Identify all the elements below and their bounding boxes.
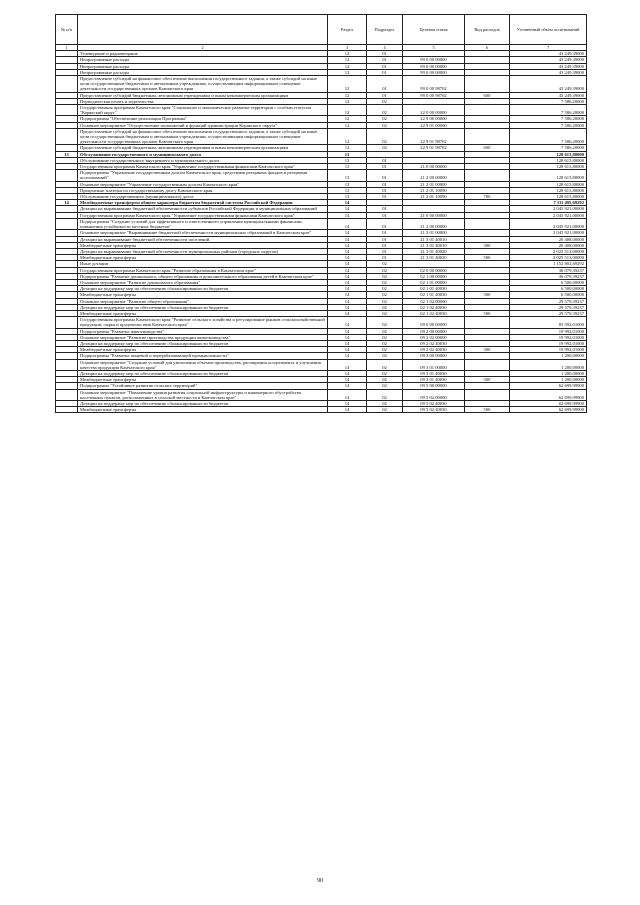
row-amount-cell: 7 586,20000 bbox=[510, 98, 587, 104]
row-amount-cell: 128 615,80000 bbox=[510, 194, 587, 200]
row-target-item-cell: 22 9 01 98702 bbox=[403, 145, 465, 151]
row-section-cell: 14 bbox=[328, 377, 367, 383]
row-section-cell: 14 bbox=[328, 370, 367, 376]
row-subsection-cell: 01 bbox=[367, 206, 403, 212]
row-target-item-cell: 02 1 01 00000 bbox=[403, 279, 465, 285]
row-amount-cell: 2 045 921,00000 bbox=[510, 206, 587, 212]
row-subsection-cell: 01 bbox=[367, 57, 403, 63]
row-target-item-cell: 09 3 00 00000 bbox=[403, 353, 465, 359]
row-amount-cell: 62 699,99900 bbox=[510, 389, 587, 400]
row-target-item-cell: 09 3 01 40030 bbox=[403, 377, 465, 383]
row-amount-cell: 19 992,01000 bbox=[510, 340, 587, 346]
row-subsection-cell: 02 bbox=[367, 377, 403, 383]
table-row bbox=[56, 407, 587, 413]
row-target-item-cell: 21 0 00 00000 bbox=[403, 212, 465, 218]
row-target-item-cell: 09 2 02 00000 bbox=[403, 334, 465, 340]
row-section-cell: 14 bbox=[328, 347, 367, 353]
row-name-cell: Основное мероприятие "Развитие общего образования" bbox=[78, 298, 328, 304]
row-target-item-cell: 21 3 01 40010 bbox=[403, 242, 465, 248]
row-number-cell bbox=[56, 407, 78, 413]
row-amount-cell: 62 699,99900 bbox=[510, 407, 587, 413]
row-subsection-cell: 01 bbox=[367, 212, 403, 218]
row-section-cell: 12 bbox=[328, 116, 367, 122]
row-amount-cell: 6 500,00000 bbox=[510, 279, 587, 285]
row-section-cell: 13 bbox=[328, 170, 367, 181]
row-amount-cell: 83 592,01000 bbox=[510, 317, 587, 328]
row-target-item-cell: 21 0 00 00000 bbox=[403, 164, 465, 170]
row-name-cell: Основное мероприятие "Создание условий для увеличения объемов производства, расширения ассортимента и улучшения качества продукции Камчатского края" bbox=[78, 359, 328, 370]
row-subsection-cell: 02 bbox=[367, 98, 403, 104]
row-section-cell: 14 bbox=[328, 298, 367, 304]
row-amount-cell: 43 249,39000 bbox=[510, 63, 587, 69]
row-expense-type-cell: 700 bbox=[465, 194, 510, 200]
row-name-cell: Иные дотации bbox=[78, 261, 328, 267]
row-target-item-cell: 09 0 00 00000 bbox=[403, 317, 465, 328]
row-section-cell: 14 bbox=[328, 267, 367, 273]
row-name-cell: Обслуживание государственного (муниципального) долга bbox=[78, 194, 328, 200]
budget-table bbox=[55, 14, 587, 413]
row-amount-cell: 19 992,01000 bbox=[510, 334, 587, 340]
row-expense-type-cell bbox=[465, 170, 510, 181]
row-subsection-cell: 02 bbox=[367, 310, 403, 316]
header-name bbox=[78, 15, 328, 45]
row-subsection-cell: 01 bbox=[367, 255, 403, 261]
row-section-cell: 14 bbox=[328, 340, 367, 346]
row-section-cell: 13 bbox=[328, 157, 367, 163]
row-subsection-cell: 02 bbox=[367, 122, 403, 128]
row-subsection-cell: 01 bbox=[367, 187, 403, 193]
row-section-cell: 14 bbox=[328, 206, 367, 212]
row-section-cell: 14 bbox=[328, 230, 367, 236]
row-section-cell: 14 bbox=[328, 334, 367, 340]
row-number-cell bbox=[56, 317, 78, 328]
row-expense-type-cell bbox=[465, 76, 510, 93]
row-name-cell: Дотации на выравнивание бюджетной обеспеченности муниципальных районов (городских округов) bbox=[78, 248, 328, 254]
column-number: 4 bbox=[367, 45, 403, 51]
row-target-item-cell: 09 5 02 00000 bbox=[403, 389, 465, 400]
row-number-cell: 13 bbox=[56, 151, 78, 157]
row-name-cell: Основное мероприятие "Осуществление полномочий и функций администрации Корякского округа" bbox=[78, 122, 328, 128]
row-target-item-cell: 09 2 02 40030 bbox=[403, 347, 465, 353]
row-target-item-cell: 21 3 01 00000 bbox=[403, 230, 465, 236]
row-amount-cell: 128 615,80000 bbox=[510, 187, 587, 193]
row-subsection-cell: 02 bbox=[367, 340, 403, 346]
row-subsection-cell: 02 bbox=[367, 279, 403, 285]
row-amount-cell: 7 111 495,69292 bbox=[510, 200, 587, 206]
row-target-item-cell: 09 5 00 00000 bbox=[403, 383, 465, 389]
page-number: 90 bbox=[317, 878, 323, 884]
column-number: 2 bbox=[78, 45, 328, 51]
row-amount-cell: 20 408,00000 bbox=[510, 236, 587, 242]
row-subsection-cell: 02 bbox=[367, 328, 403, 334]
budget-table-sheet bbox=[55, 14, 586, 413]
row-section-cell: 12 bbox=[328, 98, 367, 104]
row-subsection-cell: 02 bbox=[367, 105, 403, 116]
row-subsection-cell: 01 bbox=[367, 92, 403, 98]
row-number-cell bbox=[56, 170, 78, 181]
row-subsection-cell: 02 bbox=[367, 267, 403, 273]
row-section-cell: 14 bbox=[328, 292, 367, 298]
row-subsection-cell: 02 bbox=[367, 383, 403, 389]
row-subsection-cell: 02 bbox=[367, 261, 403, 267]
row-amount-cell: 29 579,39237 bbox=[510, 298, 587, 304]
table-row bbox=[56, 359, 587, 370]
row-section-cell: 12 bbox=[328, 128, 367, 145]
row-name-cell: Межбюджетные трансферты bbox=[78, 407, 328, 413]
row-name-cell: Межбюджетные трансферты bbox=[78, 255, 328, 261]
header-target-item: Целевая статья bbox=[403, 15, 465, 45]
row-number-cell bbox=[56, 359, 78, 370]
row-target-item-cell: 02 1 01 40030 bbox=[403, 292, 465, 298]
row-name-cell: Основное мероприятие "Выравнивание бюджетной обеспеченности муниципальных образований в Камчатском крае" bbox=[78, 230, 328, 236]
row-section-cell: 14 bbox=[328, 242, 367, 248]
row-amount-cell: 6 500,00000 bbox=[510, 286, 587, 292]
row-amount-cell: 7 586,20000 bbox=[510, 116, 587, 122]
column-number: 6 bbox=[465, 45, 510, 51]
row-name-cell: Подпрограмма "Развитие пищевой и перерабатывающей промышленности" bbox=[78, 353, 328, 359]
row-name-cell: Государственная программа Камчатского края "Управление государственными финансами Камчатского края" bbox=[78, 164, 328, 170]
row-subsection-cell: 02 bbox=[367, 298, 403, 304]
row-name-cell: Обслуживание государственного и муниципального долга bbox=[78, 151, 328, 157]
row-target-item-cell: 02 1 02 40030 bbox=[403, 310, 465, 316]
row-section-cell: 13 bbox=[328, 151, 367, 157]
row-amount-cell: 1 200,00000 bbox=[510, 377, 587, 383]
row-expense-type-cell bbox=[465, 389, 510, 400]
row-name-cell: Предоставление субсидий бюджетным, автономным учреждениям и иным некоммерческим организациям bbox=[78, 92, 328, 98]
row-target-item-cell: 09 2 02 40030 bbox=[403, 340, 465, 346]
row-target-item-cell: 99 0 00 00000 bbox=[403, 57, 465, 63]
row-section-cell: 12 bbox=[328, 57, 367, 63]
row-subsection-cell: 02 bbox=[367, 389, 403, 400]
row-section-cell: 14 bbox=[328, 389, 367, 400]
row-subsection-cell: 02 bbox=[367, 145, 403, 151]
row-number-cell bbox=[56, 389, 78, 400]
row-amount-cell: 20 408,00000 bbox=[510, 242, 587, 248]
table-row bbox=[56, 76, 587, 93]
row-subsection-cell: 01 bbox=[367, 242, 403, 248]
row-subsection-cell: 02 bbox=[367, 347, 403, 353]
row-section-cell: 14 bbox=[328, 248, 367, 254]
row-name-cell: Дотации на поддержку мер по обеспечению сбалансированности бюджетов bbox=[78, 370, 328, 376]
row-subsection-cell: 01 bbox=[367, 181, 403, 187]
row-subsection-cell: 01 bbox=[367, 157, 403, 163]
row-target-item-cell: 02 1 02 00000 bbox=[403, 298, 465, 304]
row-section-cell: 14 bbox=[328, 310, 367, 316]
row-amount-cell: 62 699,99900 bbox=[510, 400, 587, 406]
row-amount-cell: 19 992,01000 bbox=[510, 347, 587, 353]
column-number: 1 bbox=[56, 45, 78, 51]
row-subsection-cell: 02 bbox=[367, 304, 403, 310]
row-amount-cell: 2 045 921,00000 bbox=[510, 218, 587, 229]
row-subsection-cell: 02 bbox=[367, 116, 403, 122]
row-section-cell: 12 bbox=[328, 145, 367, 151]
row-target-item-cell: 99 0 00 00000 bbox=[403, 63, 465, 69]
row-expense-type-cell: 500 bbox=[465, 242, 510, 248]
row-name-cell: Предоставление субсидий на финансовое обеспечение выполнения государственного задания, а также субсидий на иные цели государственным бюджетным и автономным учреждениям, осуществляющим информационное освещение деятельности государственных органов Камчатского края bbox=[78, 76, 328, 93]
row-target-item-cell: 02 1 02 40030 bbox=[403, 304, 465, 310]
row-target-item-cell: 02 1 01 40030 bbox=[403, 286, 465, 292]
row-section-cell: 14 bbox=[328, 304, 367, 310]
column-number: 5 bbox=[403, 45, 465, 51]
row-amount-cell: 36 079,39237 bbox=[510, 273, 587, 279]
row-name-cell: Подпрограмма "Обеспечение реализации Программы" bbox=[78, 116, 328, 122]
row-number-cell bbox=[56, 128, 78, 145]
row-name-cell: Межбюджетные трансферты общего характера бюджетам бюджетной системы Российской Федерации bbox=[78, 200, 328, 206]
row-expense-type-cell bbox=[465, 218, 510, 229]
row-target-item-cell: 22 9 01 00000 bbox=[403, 122, 465, 128]
row-subsection-cell: 02 bbox=[367, 128, 403, 145]
row-expense-type-cell bbox=[465, 359, 510, 370]
row-section-cell: 14 bbox=[328, 353, 367, 359]
table-row bbox=[56, 128, 587, 145]
row-section-cell: 14 bbox=[328, 286, 367, 292]
row-subsection-cell: 01 bbox=[367, 76, 403, 93]
row-amount-cell: 2 045 921,00000 bbox=[510, 230, 587, 236]
row-name-cell: Дотации на выравнивание бюджетной обеспеченности субъектов Российской Федерации и муниципальных образований bbox=[78, 206, 328, 212]
row-target-item-cell: 21 2 00 00000 bbox=[403, 170, 465, 181]
row-amount-cell: 1 200,00000 bbox=[510, 359, 587, 370]
row-amount-cell: 29 579,39237 bbox=[510, 304, 587, 310]
row-target-item-cell: 21 3 01 40010 bbox=[403, 236, 465, 242]
row-target-item-cell: 21 3 00 00000 bbox=[403, 218, 465, 229]
row-name-cell: Обслуживание государственного внутреннего и муниципального долга bbox=[78, 157, 328, 163]
row-section-cell: 14 bbox=[328, 273, 367, 279]
row-target-item-cell: 99 0 00 98702 bbox=[403, 76, 465, 93]
row-number-cell bbox=[56, 76, 78, 93]
row-subsection-cell: 02 bbox=[367, 400, 403, 406]
row-section-cell: 12 bbox=[328, 63, 367, 69]
row-target-item-cell: 99 0 00 98702 bbox=[403, 92, 465, 98]
row-name-cell: Непрограммные расходы bbox=[78, 63, 328, 69]
row-expense-type-cell: 500 bbox=[465, 407, 510, 413]
row-name-cell: Подпрограмма "Создание условий для эффективного и ответственного управления муниципальными финансами, повышения устойчивости местных бюджетов" bbox=[78, 218, 328, 229]
table-header-row bbox=[56, 15, 587, 45]
row-subsection-cell: 02 bbox=[367, 286, 403, 292]
row-section-cell: 12 bbox=[328, 92, 367, 98]
row-name-cell: Основное мероприятие "Развитие производства продукции животноводства" bbox=[78, 334, 328, 340]
row-subsection-cell: 01 bbox=[367, 170, 403, 181]
row-amount-cell: 43 249,39000 bbox=[510, 69, 587, 75]
row-amount-cell: 7 586,20000 bbox=[510, 105, 587, 116]
row-section-cell: 12 bbox=[328, 51, 367, 57]
row-section-cell: 12 bbox=[328, 76, 367, 93]
row-name-cell: Подпрограмма "Управление государственным долгом Камчатского края, средствами резервных фондов и резервами ассигнований" bbox=[78, 170, 328, 181]
row-name-cell: Основное мероприятие "Повышение уровня развития социальной инфраструктуры и инженерного обустройства населенных пунктов, расположенных в сельской местности в Камчатском крае" bbox=[78, 389, 328, 400]
row-section-cell: 14 bbox=[328, 407, 367, 413]
row-target-item-cell: 09 5 02 40030 bbox=[403, 400, 465, 406]
row-name-cell: Государственная программа Камчатского края "Развитие образования в Камчатском крае" bbox=[78, 267, 328, 273]
row-amount-cell: 6 500,00000 bbox=[510, 292, 587, 298]
row-subsection-cell: 02 bbox=[367, 370, 403, 376]
header-expense-type: Вид расходов bbox=[465, 15, 510, 45]
row-amount-cell: 7 586,20000 bbox=[510, 128, 587, 145]
row-expense-type-cell bbox=[465, 105, 510, 116]
row-section-cell: 14 bbox=[328, 317, 367, 328]
row-amount-cell: 7 586,20000 bbox=[510, 122, 587, 128]
row-subsection-cell: 02 bbox=[367, 292, 403, 298]
row-subsection-cell: 02 bbox=[367, 273, 403, 279]
header-subsection: Подраздел bbox=[367, 15, 403, 45]
row-amount-cell: 2 025 513,00000 bbox=[510, 255, 587, 261]
row-section-cell: 12 bbox=[328, 105, 367, 116]
row-target-item-cell: 09 3 01 40030 bbox=[403, 370, 465, 376]
row-amount-cell: 36 079,39237 bbox=[510, 267, 587, 273]
row-name-cell: Непрограммные расходы bbox=[78, 69, 328, 75]
row-subsection-cell: 02 bbox=[367, 317, 403, 328]
row-amount-cell: 19 992,01000 bbox=[510, 328, 587, 334]
row-target-item-cell: 21 2 01 10090 bbox=[403, 187, 465, 193]
row-amount-cell: 1 200,00000 bbox=[510, 353, 587, 359]
row-amount-cell: 128 615,80000 bbox=[510, 151, 587, 157]
row-subsection-cell: 01 bbox=[367, 69, 403, 75]
row-name-cell: Государственная программа Камчатского края "Социальное и экономическое развитие территории с особым статусом "Корякский округ" bbox=[78, 105, 328, 116]
row-amount-cell: 43 249,39000 bbox=[510, 57, 587, 63]
row-section-cell: 12 bbox=[328, 122, 367, 128]
row-target-item-cell: 21 2 01 00000 bbox=[403, 181, 465, 187]
row-section-cell: 14 bbox=[328, 200, 367, 206]
row-name-cell: Предоставление субсидий бюджетным, автономным учреждениям и иным некоммерческим организациям bbox=[78, 145, 328, 151]
row-expense-type-cell: 500 bbox=[465, 292, 510, 298]
row-name-cell: Дотации на поддержку мер по обеспечению сбалансированности бюджетов bbox=[78, 304, 328, 310]
row-section-cell: 14 bbox=[328, 328, 367, 334]
row-subsection-cell: 02 bbox=[367, 407, 403, 413]
row-target-item-cell: 21 3 01 40020 bbox=[403, 248, 465, 254]
row-amount-cell: 128 615,80000 bbox=[510, 181, 587, 187]
row-amount-cell: 1 200,00000 bbox=[510, 370, 587, 376]
row-expense-type-cell bbox=[465, 128, 510, 145]
row-subsection-cell: 01 bbox=[367, 236, 403, 242]
row-expense-type-cell: 500 bbox=[465, 310, 510, 316]
table-row bbox=[56, 105, 587, 116]
row-amount-cell: 43 249,39000 bbox=[510, 51, 587, 57]
row-expense-type-cell bbox=[465, 317, 510, 328]
row-name-cell: Дотации на поддержку мер по обеспечению сбалансированности бюджетов bbox=[78, 400, 328, 406]
row-expense-type-cell: 600 bbox=[465, 92, 510, 98]
row-section-cell: 13 bbox=[328, 164, 367, 170]
row-name-cell: Дотации на поддержку мер по обеспечению сбалансированности бюджетов bbox=[78, 286, 328, 292]
row-name-cell: Государственная программа Камчатского края "Развитие сельского хозяйства и регулирование рынков сельскохозяйственной продукции, сырья и продовольствия Камчатского края" bbox=[78, 317, 328, 328]
row-expense-type-cell: 500 bbox=[465, 377, 510, 383]
row-target-item-cell: 09 2 00 00000 bbox=[403, 328, 465, 334]
column-number: 7 bbox=[510, 45, 587, 51]
row-amount-cell: 1 152 802,69292 bbox=[510, 261, 587, 267]
row-section-cell: 13 bbox=[328, 194, 367, 200]
row-amount-cell: 2 045 921,00000 bbox=[510, 212, 587, 218]
header-section: Раздел bbox=[328, 15, 367, 45]
row-subsection-cell: 01 bbox=[367, 230, 403, 236]
row-section-cell: 13 bbox=[328, 187, 367, 193]
row-name-cell: Основное мероприятие "Управление государственным долгом Камчатского края" bbox=[78, 181, 328, 187]
row-section-cell: 14 bbox=[328, 212, 367, 218]
table-row bbox=[56, 317, 587, 328]
row-target-item-cell: 02 1 00 00000 bbox=[403, 273, 465, 279]
row-amount-cell: 43 249,39000 bbox=[510, 92, 587, 98]
row-name-cell: Межбюджетные трансферты bbox=[78, 292, 328, 298]
row-number-cell: 14 bbox=[56, 200, 78, 206]
row-amount-cell: 7 586,20000 bbox=[510, 145, 587, 151]
row-name-cell: Межбюджетные трансферты bbox=[78, 347, 328, 353]
row-amount-cell: 29 579,39237 bbox=[510, 310, 587, 316]
row-name-cell: Дотации на выравнивание бюджетной обеспеченности поселений bbox=[78, 236, 328, 242]
row-target-item-cell: 22 0 00 00000 bbox=[403, 105, 465, 116]
row-target-item-cell: 21 3 01 40020 bbox=[403, 255, 465, 261]
row-amount-cell: 2 025 513,00000 bbox=[510, 248, 587, 254]
header-amount: Уточнённый объём ассигнований bbox=[510, 15, 587, 45]
row-subsection-cell: 01 bbox=[367, 218, 403, 229]
row-target-item-cell: 09 3 01 00000 bbox=[403, 359, 465, 370]
row-subsection-cell: 01 bbox=[367, 164, 403, 170]
table-body bbox=[56, 51, 587, 413]
row-section-cell: 14 bbox=[328, 279, 367, 285]
row-expense-type-cell: 600 bbox=[465, 145, 510, 151]
row-name-cell: Подпрограмма "Развитие животноводства" bbox=[78, 328, 328, 334]
header-num: № п/п bbox=[56, 15, 78, 45]
row-name-cell: Государственная программа Камчатского края "Управление государственными финансами Камчатского края" bbox=[78, 212, 328, 218]
row-section-cell: 14 bbox=[328, 261, 367, 267]
row-name-cell: Межбюджетные трансферты bbox=[78, 310, 328, 316]
row-expense-type-cell: 500 bbox=[465, 347, 510, 353]
row-name-cell: Периодическая печать и издательства bbox=[78, 98, 328, 104]
row-name-cell: Дотации на поддержку мер по обеспечению сбалансированности бюджетов bbox=[78, 340, 328, 346]
row-section-cell: 14 bbox=[328, 359, 367, 370]
row-subsection-cell: 01 bbox=[367, 194, 403, 200]
row-target-item-cell: 09 5 02 40030 bbox=[403, 407, 465, 413]
row-section-cell: 14 bbox=[328, 400, 367, 406]
row-expense-type-cell: 500 bbox=[465, 255, 510, 261]
row-target-item-cell: 22 9 01 98702 bbox=[403, 128, 465, 145]
row-name-cell: Подпрограмма "Устойчивое развитие сельских территорий" bbox=[78, 383, 328, 389]
row-name-cell: Телевидение и радиовещание bbox=[78, 51, 328, 57]
row-amount-cell: 43 249,39000 bbox=[510, 76, 587, 93]
row-subsection-cell: 02 bbox=[367, 353, 403, 359]
row-amount-cell: 128 615,80000 bbox=[510, 170, 587, 181]
table-row bbox=[56, 389, 587, 400]
row-amount-cell: 128 615,80000 bbox=[510, 157, 587, 163]
row-section-cell: 14 bbox=[328, 383, 367, 389]
row-name-cell: Процентные платежи по государственному долгу Камчатского края bbox=[78, 187, 328, 193]
row-section-cell: 14 bbox=[328, 236, 367, 242]
row-number-cell bbox=[56, 105, 78, 116]
row-target-item-cell: 21 2 01 10090 bbox=[403, 194, 465, 200]
row-subsection-cell: 01 bbox=[367, 248, 403, 254]
row-number-cell bbox=[56, 218, 78, 229]
row-target-item-cell: 99 0 00 00000 bbox=[403, 69, 465, 75]
row-subsection-cell: 02 bbox=[367, 334, 403, 340]
row-subsection-cell: 01 bbox=[367, 51, 403, 57]
row-name-cell: Подпрограмма "Развитие дошкольного, общего образования и дополнительного образования детей в Камчатском крае" bbox=[78, 273, 328, 279]
table-row bbox=[56, 218, 587, 229]
row-subsection-cell: 01 bbox=[367, 63, 403, 69]
row-target-item-cell: 22 9 00 00000 bbox=[403, 116, 465, 122]
row-section-cell: 14 bbox=[328, 255, 367, 261]
row-name-cell: Непрограммные расходы bbox=[78, 57, 328, 63]
column-number: 3 bbox=[328, 45, 367, 51]
row-name-cell: Основное мероприятие "Развитие дошкольного образования" bbox=[78, 279, 328, 285]
row-target-item-cell: 02 0 00 00000 bbox=[403, 267, 465, 273]
row-name-cell: Межбюджетные трансферты bbox=[78, 377, 328, 383]
row-name-cell: Предоставление субсидий на финансовое обеспечение выполнения государственного задания, а также субсидий на иные цели государственным бюджетным и автономным учреждениям, осуществляющим информационное освещение деятельности государственных органов Камчатского края bbox=[78, 128, 328, 145]
table-row bbox=[56, 170, 587, 181]
row-subsection-cell: 02 bbox=[367, 359, 403, 370]
row-section-cell: 14 bbox=[328, 218, 367, 229]
row-section-cell: 12 bbox=[328, 69, 367, 75]
row-amount-cell: 128 615,80000 bbox=[510, 164, 587, 170]
row-section-cell: 13 bbox=[328, 181, 367, 187]
row-amount-cell: 62 699,99900 bbox=[510, 383, 587, 389]
row-name-cell: Межбюджетные трансферты bbox=[78, 242, 328, 248]
